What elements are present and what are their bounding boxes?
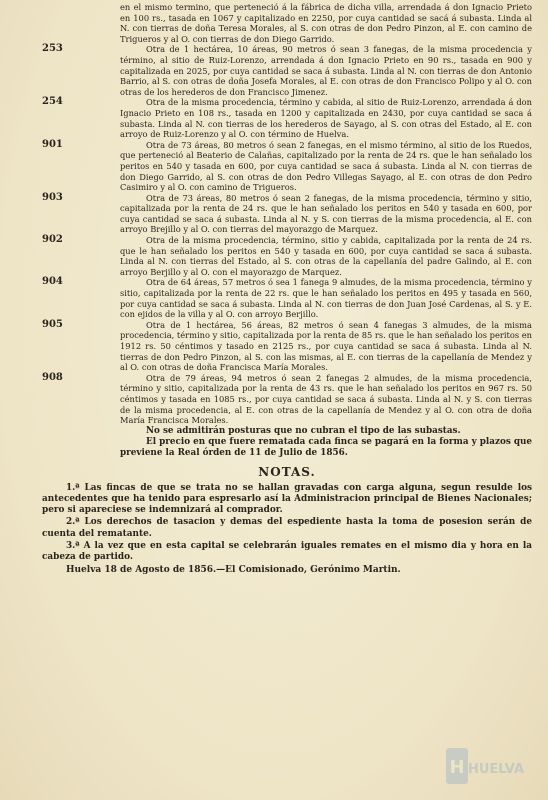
- closing-line: El precio en que fuere rematada cada finca se pagará en la forma y plazos que previene la Real órden de 11 de Julio de 1856.: [120, 436, 532, 458]
- signature-line: Huelva 18 de Agosto de 1856.—El Comisionado, Gerónimo Martin.: [66, 565, 401, 576]
- entry-text: Otra de 1 hectárea, 56 áreas, 82 metros ó sean 4 fanegas 3 almudes, de la misma procedencia, término y sitio, capitalizada por la renta de 85 rs. que le han señalado los peritos en 1912 rs. 50 céntimos y tasado en 2125 rs., por cuya cantidad se saca á subasta. Linda al N. tierras de don Pedro Pinzon, al S. con las mismas, al E. con tierras de la capellanía de Mendez y al O. con otras de doña Francisca María Morales.: [120, 319, 532, 373]
- library-watermark-logo: [446, 746, 528, 788]
- entry-number: 903: [42, 191, 63, 203]
- entry-number: 254: [42, 96, 63, 108]
- notas-heading: NOTAS.: [258, 464, 316, 479]
- entry-text: Otra de la misma procedencia, término y cabida, al sitio de Ruiz-Lorenzo, arrendada á don Ignacio Prieto en 108 rs., tasada en 1200 y capitalizada en 2430, por cuya cantidad se saca á subasta. Linda al N. con tierras de los herederos de Sayago, al S. con otras del Estado, al E. con arroyo de Ruiz-Lorenzo y al O. con término de Huelva.: [120, 97, 532, 140]
- svg-text:H: H: [449, 757, 465, 778]
- entry-number: 904: [42, 276, 63, 288]
- entry-904: [42, 277, 532, 319]
- entry-text: Otra de 73 áreas, 80 metros ó sean 2 fanegas, de la misma procedencia, término y sitio, capitalizada por la renta de 24 rs. que le han señalado los peritos en 540 y tasada en 600, por cuya cantidad se saca á subasta. Linda al N. y S. con tierras de la misma procedencia, al E. con arroyo Brejillo y al O. con tierras del mayorazgo de Marquez.: [120, 192, 532, 235]
- entry-text: en el mismo termino, que perteneció á la fábrica de dicha villa, arrendada á don Ignacio Prieto en 100 rs., tasada en 1067 y capitalizado en 2250, por cuya cantidad se sacá á subasta. Linda al N. con tierras de doña Teresa Morales, al S. con otras de don Pedro Pinzon, al E. con camino de Trigueros y al O. con tierras de don Diego Garrido.: [120, 2, 532, 44]
- closing-paragraphs: [42, 426, 532, 459]
- note-item: 1.ª Las fincas de que se trata no se hallan gravadas con carga alguna, segun resulde los antecedentes que ha tenido para espresarlo así la Administracion principal de Bienes Nacionales; pero si apareciese se indemnizará al comprador.: [42, 482, 532, 516]
- entry-number: 908: [42, 371, 63, 383]
- entry-text: Otra de 79 áreas, 94 metros ó sean 2 fanegas 2 almudes, de la misma procedencia, término y sitio, capitalizada por la renta de 43 rs. que le han señalado los peritos en 967 rs. 50 céntimos y tasada en 1085 rs., por cuya cantidad se saca á subasta. Linda al N. y S. con tierras de la misma procedencia, al E. con otras de la capellanía de Mendez y al O. con otra de doña María Francisca Morales.: [120, 372, 532, 426]
- note-item: 2.ª Los derechos de tasacion y demas del espediente hasta la toma de posesion serán de cuenta del rematante.: [42, 517, 532, 539]
- entry-253: [42, 44, 532, 97]
- entry-number: 902: [42, 234, 63, 246]
- entry-text: Otra de 64 áreas, 57 metros ó sea 1 fanega 9 almudes, de la misma procedencia, término y sitio, capitalizada por la renta de 22 rs. que le han señalado los peritos en 495 y tasada en 560, por cuya cantidad se saca á subasta. Linda al N. con tierras de don Juan José Cardenas, al S. y E. con ejidos de la villa y al O. con arroyo Berjillo.: [120, 277, 532, 320]
- watermark-text: HUELVA: [467, 762, 525, 777]
- entry-text: Otra de la misma procedencia, término, sitio y cabida, capitalizada por la renta de 24 rs. que le han señalado los peritos en 540 y tasada en 600, por cuya cantidad se saca á subasta. Linda al N. con tierras del Estado, al S. con otras de la capellanía del padre Galindo, al E. con arroyo Berjillo y al O. con el mayorazgo de Marquez.: [120, 235, 532, 277]
- entry-908: [42, 373, 532, 426]
- entry-text: Otra de 73 áreas, 80 metros ó sean 2 fanegas, en el mismo término, al sitio de los Ruedos, que perteneció al Beaterio de Calañas, capitalizado por la renta de 24 rs. que le han señalado los peritos en 540 y tasada en 600, por cuya cantidad se saca á subasta. Linda al N. con tierras de don Diego Garrido, al S. con otras de don Pedro Villegas Sayago, al E. con otras de don Pedro Casimiro y al O. con camino de Trigueros.: [120, 139, 532, 193]
- entry-number: 901: [42, 138, 63, 150]
- entry-text: Otra de 1 hectárea, 10 áreas, 90 metros ó sean 3 fanegas, de la misma procedencia y término, al sitio de Ruiz-Lorenzo, arrendada á don Ignacio Prieto en 90 rs., tasada en 900 y capitalizada en 2025, por cuya cantidad se saca á subasta. Linda al N. con tierras de don Antonio Barrio, al S. con otras de doña Josefa Morales, al E. con otras de don Francisco Polipo y al O. con otras de los herederos de don Francisco Jimenez.: [120, 44, 532, 97]
- closing-line: No se admitirán posturas que no cubran el tipo de las subastas.: [146, 425, 461, 436]
- note-item: 3.ª A la vez que en esta capital se celebrarán iguales remates en el mismo dia y hora en la cabeza de partido.: [42, 540, 532, 562]
- entry-905: [42, 320, 532, 373]
- entry-number: 905: [42, 318, 63, 330]
- entry-901: [42, 140, 532, 193]
- entry-903: [42, 193, 532, 235]
- entry-continuation: [120, 2, 532, 44]
- entry-902: [42, 235, 532, 277]
- entry-number: 253: [42, 43, 63, 55]
- entry-254: [42, 97, 532, 139]
